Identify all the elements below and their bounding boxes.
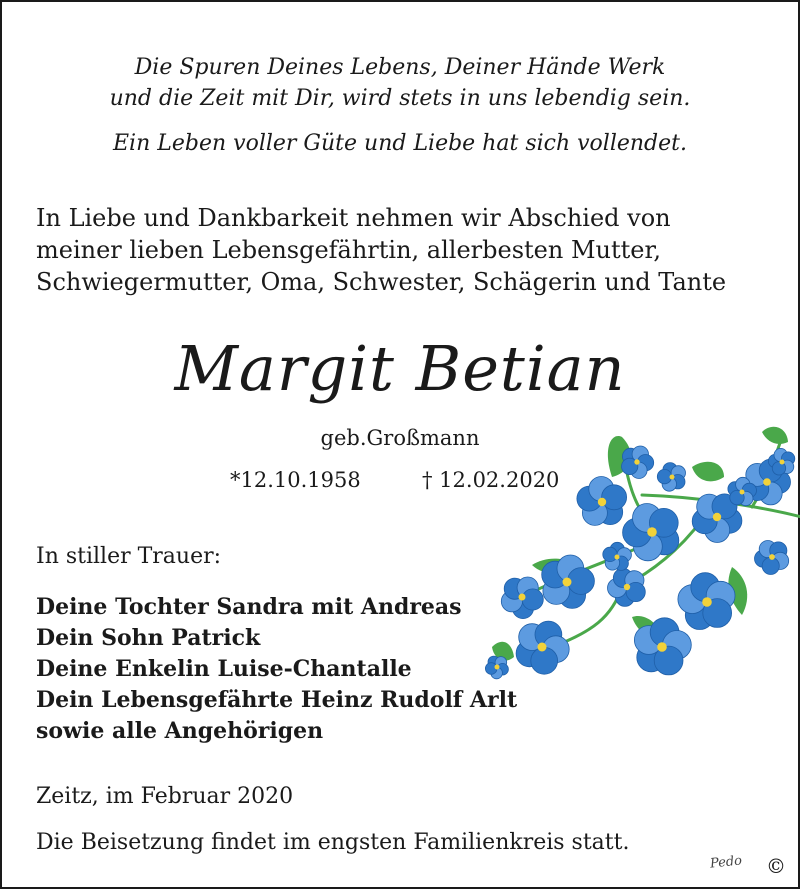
intro-line: In Liebe und Dankbarkeit nehmen wir Abschied von (36, 204, 671, 232)
death-date: † 12.02.2020 (422, 468, 560, 492)
intro-line: Schwiegermutter, Oma, Schwester, Schägerin und Tante (36, 268, 727, 296)
maiden-name: geb.Großmann (320, 426, 480, 450)
forget-me-not-flower (542, 555, 595, 608)
poem-verse (2, 52, 798, 114)
mourner-line: Dein Sohn Patrick (36, 625, 261, 651)
deceased-name: Margit Betian (174, 332, 626, 405)
copyright-mark: © (766, 854, 786, 878)
forget-me-not-flower (678, 573, 735, 630)
place-and-date: Zeitz, im Februar 2020 (36, 784, 294, 809)
mourners-list (36, 592, 517, 747)
poem-line: und die Zeit mit Dir, wird stets in uns lebendig sein. (109, 86, 691, 111)
birth-date: *12.10.1958 (230, 468, 361, 492)
mourner-line: Deine Tochter Sandra mit Andreas (36, 594, 462, 620)
flower-cluster (485, 446, 794, 679)
mourner-line: Dein Lebensgefährte Heinz Rudolf Arlt (36, 687, 518, 713)
poem-line: Ein Leben voller Güte und Liebe hat sich vollendet. (113, 131, 687, 156)
forget-me-not-flower (755, 541, 789, 575)
poem-line: Die Spuren Deines Lebens, Deiner Hände Werk (134, 55, 666, 80)
mourner-line: sowie alle Angehörigen (36, 718, 324, 744)
funeral-note: Die Beisetzung findet im engsten Familienkreis statt. (36, 830, 630, 855)
forget-me-not-flower (608, 568, 646, 606)
forget-me-not-flower (577, 477, 627, 526)
forget-me-not-flower (657, 463, 685, 492)
mourner-line: Deine Enkelin Luise-Chantalle (36, 656, 412, 682)
designer-signature: Pedo (709, 853, 743, 872)
intro-line: meiner lieben Lebensgefährtin, allerbesten Mutter, (36, 236, 661, 264)
forget-me-not-flower (622, 446, 654, 479)
forget-me-not-flower (516, 621, 569, 674)
forget-me-not-flower (603, 542, 632, 570)
mourning-heading: In stiller Trauer: (36, 544, 222, 569)
farewell-intro (36, 202, 726, 298)
